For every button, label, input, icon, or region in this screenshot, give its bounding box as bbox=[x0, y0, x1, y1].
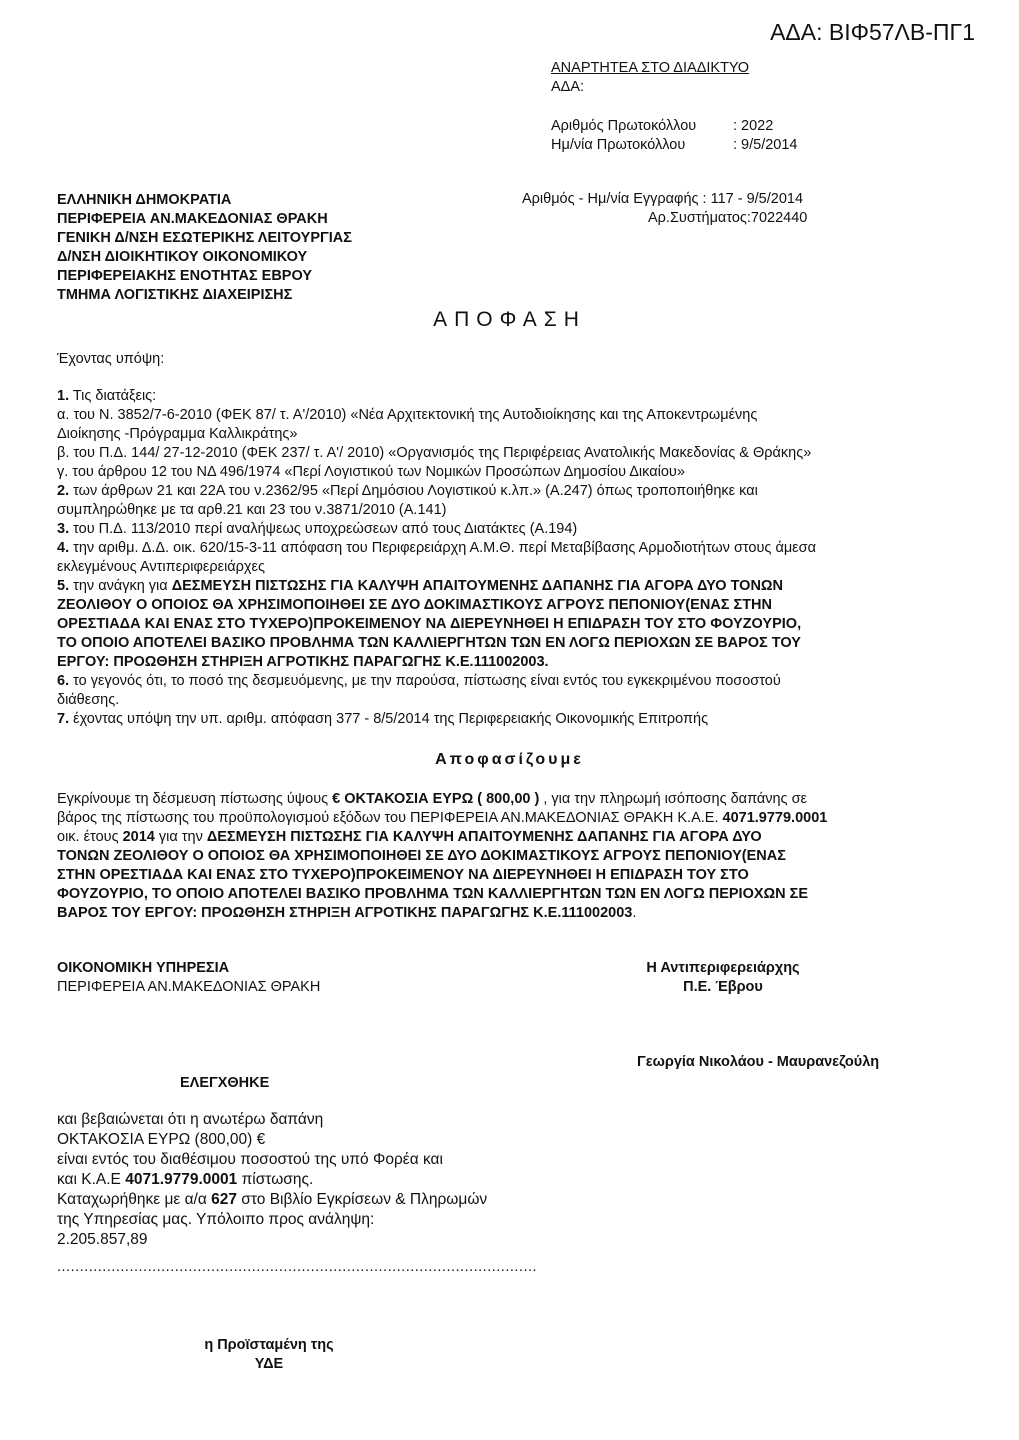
cert-line: της Υπηρεσίας μας. Υπόλοιπο προς ανάληψη: bbox=[57, 1211, 375, 1228]
head-sign-line: η Προϊσταμένη της bbox=[204, 1337, 334, 1353]
consideration-item: 2. των άρθρων 21 και 22Α του ν.2362/95 «Περί Δημόσιου Λογιστικού κ.λπ.» (Α.247) όπως τροποποιήθηκε και bbox=[57, 483, 758, 499]
signatory-role: Η Αντιπεριφερειάρχης bbox=[646, 960, 800, 976]
checked-label: ΕΛΕΓΧΘΗΚΕ bbox=[180, 1075, 270, 1091]
consideration-item: 4. την αριθμ. Δ.Δ. οικ. 620/15-3-11 απόφαση του Περιφερειάρχη Α.Μ.Θ. περί Μεταβίβασης Αρμοδιοτήτων στους άμεσα bbox=[57, 540, 816, 556]
consideration-item: 3. του Π.Δ. 113/2010 περί αναλήψεως υποχρεώσεων από τους Διατάκτες (Α.194) bbox=[57, 521, 578, 537]
authority-line: ΓΕΝΙΚΗ Δ/ΝΣΗ ΕΣΩΤΕΡΙΚΗΣ ΛΕΙΤΟΥΡΓΙΑΣ bbox=[57, 230, 352, 246]
consideration-subitem: γ. του άρθρου 12 του ΝΔ 496/1974 «Περί Λογιστικού των Νομικών Προσώπων Δημοσίου Δικαίου» bbox=[57, 464, 685, 480]
decision-line: βάρος της πίστωσης του προϋπολογισμού εξόδων του ΠΕΡΙΦΕΡΕΙΑ ΑΝ.ΜΑΚΕΔΟΝΙΑΣ ΘΡΑΚΗ Κ.Α.Ε. 4071.9779.0001 bbox=[57, 810, 828, 826]
cert-line: και βεβαιώνεται ότι η ανωτέρω δαπάνη bbox=[57, 1111, 324, 1128]
authority-line: Δ/ΝΣΗ ΔΙΟΙΚΗΤΙΚΟΥ ΟΙΚΟΝΟΜΙΚΟΥ bbox=[57, 249, 308, 265]
consideration-subitem: β. του Π.Δ. 144/ 27-12-2010 (ΦΕΚ 237/ τ. Α'/ 2010) «Οργανισμός της Περιφέρειας Ανατολικής Μακεδονίας & Θράκης» bbox=[57, 445, 812, 461]
head-signature bbox=[179, 1336, 359, 1374]
protocol-date bbox=[551, 136, 798, 155]
system-number: Αρ.Συστήματος:7022440 bbox=[648, 210, 808, 226]
protocol-number-value: : 2022 bbox=[733, 118, 774, 134]
remaining-balance: 2.205.857,89 bbox=[57, 1231, 148, 1248]
signatory-block bbox=[578, 959, 868, 997]
publish-label: ΑΝΑΡΤΗΤΕΑ ΣΤΟ ΔΙΑΔΙΚΤΥΟ bbox=[551, 60, 750, 76]
consideration-subitem: Διοίκησης -Πρόγραμμα Καλλικράτης» bbox=[57, 426, 298, 442]
consideration-continuation: ΤΟ ΟΠΟΙΟ ΑΠΟΤΕΛΕΙ ΒΑΣΙΚΟ ΠΡΟΒΛΗΜΑ ΤΩΝ ΚΑΛΛΙΕΡΓΗΤΩΝ ΤΩΝ ΕΝ ΛΟΓΩ ΠΕΡΙΟΧΩΝ ΣΕ ΒΑΡΟΣ ΤΟΥ bbox=[57, 635, 801, 651]
ada-label: ΑΔΑ: bbox=[551, 79, 585, 95]
consideration-continuation: εκλεγμένους Αντιπεριφερειάρχες bbox=[57, 559, 265, 575]
decision-heading: Αποφασίζουμε bbox=[435, 751, 584, 768]
certification-block bbox=[57, 1110, 487, 1250]
cert-line: ΟΚΤΑΚΟΣΙΑ ΕΥΡΩ (800,00) € bbox=[57, 1131, 266, 1148]
consideration-subitem: α. του Ν. 3852/7-6-2010 (ΦΕΚ 87/ τ. Α'/2010) «Νέα Αρχιτεκτονική της Αυτοδιοίκησης και της Αποκεντρωμένης bbox=[57, 407, 758, 423]
kae-code: 4071.9779.0001 bbox=[722, 810, 828, 826]
publish-notice bbox=[551, 59, 749, 97]
finance-office-title: ΟΙΚΟΝΟΜΙΚΗ ΥΠΗΡΕΣΙΑ bbox=[57, 960, 230, 976]
consideration-continuation: συμπληρώθηκε με τα αρθ.21 και 23 του ν.3871/2010 (Α.141) bbox=[57, 502, 447, 518]
amount: € ΟΚΤΑΚΟΣΙΑ ΕΥΡΩ ( 800,00 ) bbox=[332, 791, 540, 807]
registry-info bbox=[522, 190, 807, 228]
consideration-item: 5. την ανάγκη για ΔΕΣΜΕΥΣΗ ΠΙΣΤΩΣΗΣ ΓΙΑ ΚΑΛΥΨΗ ΑΠΑΙΤΟΥΜΕΝΗΣ ΔΑΠΑΝΗΣ ΓΙΑ ΑΓΟΡΑ ΔΥΟ ΤΟΝΩΝ bbox=[57, 578, 784, 594]
issuing-authority bbox=[57, 191, 352, 305]
consideration-continuation: ΕΡΓΟΥ: ΠΡΟΩΘΗΣΗ ΣΤΗΡΙΞΗ ΑΓΡΟΤΙΚΗΣ ΠΑΡΑΓΩΓΗΣ Κ.Ε.111002003. bbox=[57, 654, 549, 670]
authority-line: ΠΕΡΙΦΕΡΕΙΑ ΑΝ.ΜΑΚΕΔΟΝΙΑΣ ΘΡΑΚΗ bbox=[57, 211, 328, 227]
preamble: Έχοντας υπόψη: bbox=[57, 351, 165, 367]
cert-line: και Κ.Α.Ε 4071.9779.0001 πίστωσης. bbox=[57, 1171, 314, 1188]
cert-line: Καταχωρήθηκε με α/α 627 στο Βιβλίο Εγκρίσεων & Πληρωμών bbox=[57, 1191, 488, 1208]
decision-line: ΤΟΝΩΝ ΖΕΟΛΙΘΟΥ Ο ΟΠΟΙΟΣ ΘΑ ΧΡΗΣΙΜΟΠΟΙΗΘΕΙ ΣΕ ΔΥΟ ΔΟΚΙΜΑΣΤΙΚΟΥΣ ΑΓΡΟΥΣ ΠΕΠΟΝΙΟΥ(ΕΝΑΣ bbox=[57, 848, 786, 864]
finance-office-subtitle: ΠΕΡΙΦΕΡΕΙΑ ΑΝ.ΜΑΚΕΔΟΝΙΑΣ ΘΡΑΚΗ bbox=[57, 979, 321, 995]
signatory-name: Γεωργία Νικολάου - Μαυρανεζούλη bbox=[637, 1054, 880, 1070]
authority-line: ΤΜΗΜΑ ΛΟΓΙΣΤΙΚΗΣ ΔΙΑΧΕΙΡΙΣΗΣ bbox=[57, 287, 293, 303]
registration-number: 627 bbox=[211, 1191, 237, 1208]
consideration-continuation: ΟΡΕΣΤΙΑΔΑ ΚΑΙ ΕΝΑΣ ΣΤΟ ΤΥΧΕΡΟ)ΠΡΟΚΕΙΜΕΝΟΥ ΝΑ ΔΙΕΡΕΥΝΗΘΕΙ Η ΕΠΙΔΡΑΣΗ ΤΟΥ ΣΤΟ ΦΟΥΖΟΥΡΙΟ, bbox=[57, 616, 802, 632]
protocol-number-label: Αριθμός Πρωτοκόλλου bbox=[551, 118, 697, 134]
kae-code: 4071.9779.0001 bbox=[125, 1171, 238, 1188]
decision-body bbox=[57, 790, 992, 923]
protocol-number bbox=[551, 117, 798, 136]
consideration-item: 6. το γεγονός ότι, το ποσό της δεσμευόμενης, με την παρούσα, πίστωσης είναι εντός του εγκεκριμένου ποσοστού bbox=[57, 673, 781, 689]
consideration-continuation: ΖΕΟΛΙΘΟΥ Ο ΟΠΟΙΟΣ ΘΑ ΧΡΗΣΙΜΟΠΟΙΗΘΕΙ ΣΕ ΔΥΟ ΔΟΚΙΜΑΣΤΙΚΟΥΣ ΑΓΡΟΥΣ ΠΕΠΟΝΙΟΥ(ΕΝΑΣ ΣΤΗΝ bbox=[57, 597, 772, 613]
ada-code: ΑΔΑ: ΒΙΦ57ΛΒ-ΠΓ1 bbox=[770, 19, 975, 45]
decision-line: ΣΤΗΝ ΟΡΕΣΤΙΑΔΑ ΚΑΙ ΕΝΑΣ ΣΤΟ ΤΥΧΕΡΟ)ΠΡΟΚΕΙΜΕΝΟΥ ΝΑ ΔΙΕΡΕΥΝΗΘΕΙ Η ΕΠΙΔΡΑΣΗ ΤΟΥ ΣΤΟ bbox=[57, 867, 749, 883]
decision-line: οικ. έτους 2014 για την ΔΕΣΜΕΥΣΗ ΠΙΣΤΩΣΗΣ ΓΙΑ ΚΑΛΥΨΗ ΑΠΑΙΤΟΥΜΕΝΗΣ ΔΑΠΑΝΗΣ ΓΙΑ ΑΓΟΡΑ ΔΥΟ bbox=[57, 829, 762, 845]
considerations-list bbox=[57, 387, 957, 729]
signatory-unit: Π.Ε. Έβρου bbox=[683, 979, 763, 995]
consideration-continuation: διάθεσης. bbox=[57, 692, 120, 708]
cert-line: είναι εντός του διαθέσιμου ποσοστού της υπό Φορέα και bbox=[57, 1151, 443, 1168]
protocol-date-label: Ημ/νία Πρωτοκόλλου bbox=[551, 137, 686, 153]
document-title: ΑΠΟΦΑΣΗ bbox=[433, 308, 586, 331]
dotted-line: .......................................................................................................... bbox=[57, 1259, 538, 1275]
head-sign-line: ΥΔΕ bbox=[254, 1356, 284, 1372]
consideration-item: 7. έχοντας υπόψη την υπ. αριθμ. απόφαση 377 - 8/5/2014 της Περιφερειακής Οικονομικής Επιτροπής bbox=[57, 711, 709, 727]
decision-line: ΒΑΡΟΣ ΤΟΥ ΕΡΓΟΥ: ΠΡΟΩΘΗΣΗ ΣΤΗΡΙΞΗ ΑΓΡΟΤΙΚΗΣ ΠΑΡΑΓΩΓΗΣ Κ.Ε.111002003. bbox=[57, 905, 637, 921]
protocol-info bbox=[551, 117, 798, 155]
authority-line: ΠΕΡΙΦΕΡΕΙΑΚΗΣ ΕΝΟΤΗΤΑΣ ΕΒΡΟΥ bbox=[57, 268, 313, 284]
fiscal-year: 2014 bbox=[122, 829, 155, 845]
finance-office bbox=[57, 959, 320, 997]
consideration-item: 1. Τις διατάξεις: bbox=[57, 388, 157, 404]
authority-line: ΕΛΛΗΝΙΚΗ ΔΗΜΟΚΡΑΤΙΑ bbox=[57, 192, 232, 208]
decision-line: Εγκρίνουμε τη δέσμευση πίστωσης ύψους € ΟΚΤΑΚΟΣΙΑ ΕΥΡΩ ( 800,00 ) , για την πληρωμή ισόποσης δαπάνης σε bbox=[57, 791, 807, 807]
decision-line: ΦΟΥΖΟΥΡΙΟ, ΤΟ ΟΠΟΙΟ ΑΠΟΤΕΛΕΙ ΒΑΣΙΚΟ ΠΡΟΒΛΗΜΑ ΤΩΝ ΚΑΛΛΙΕΡΓΗΤΩΝ ΤΩΝ ΕΝ ΛΟΓΩ ΠΕΡΙΟΧΩΝ ΣΕ bbox=[57, 886, 809, 902]
protocol-date-value: : 9/5/2014 bbox=[733, 137, 798, 153]
registry-number: Αριθμός - Ημ/νία Εγγραφής : 117 - 9/5/2014 bbox=[522, 191, 804, 207]
